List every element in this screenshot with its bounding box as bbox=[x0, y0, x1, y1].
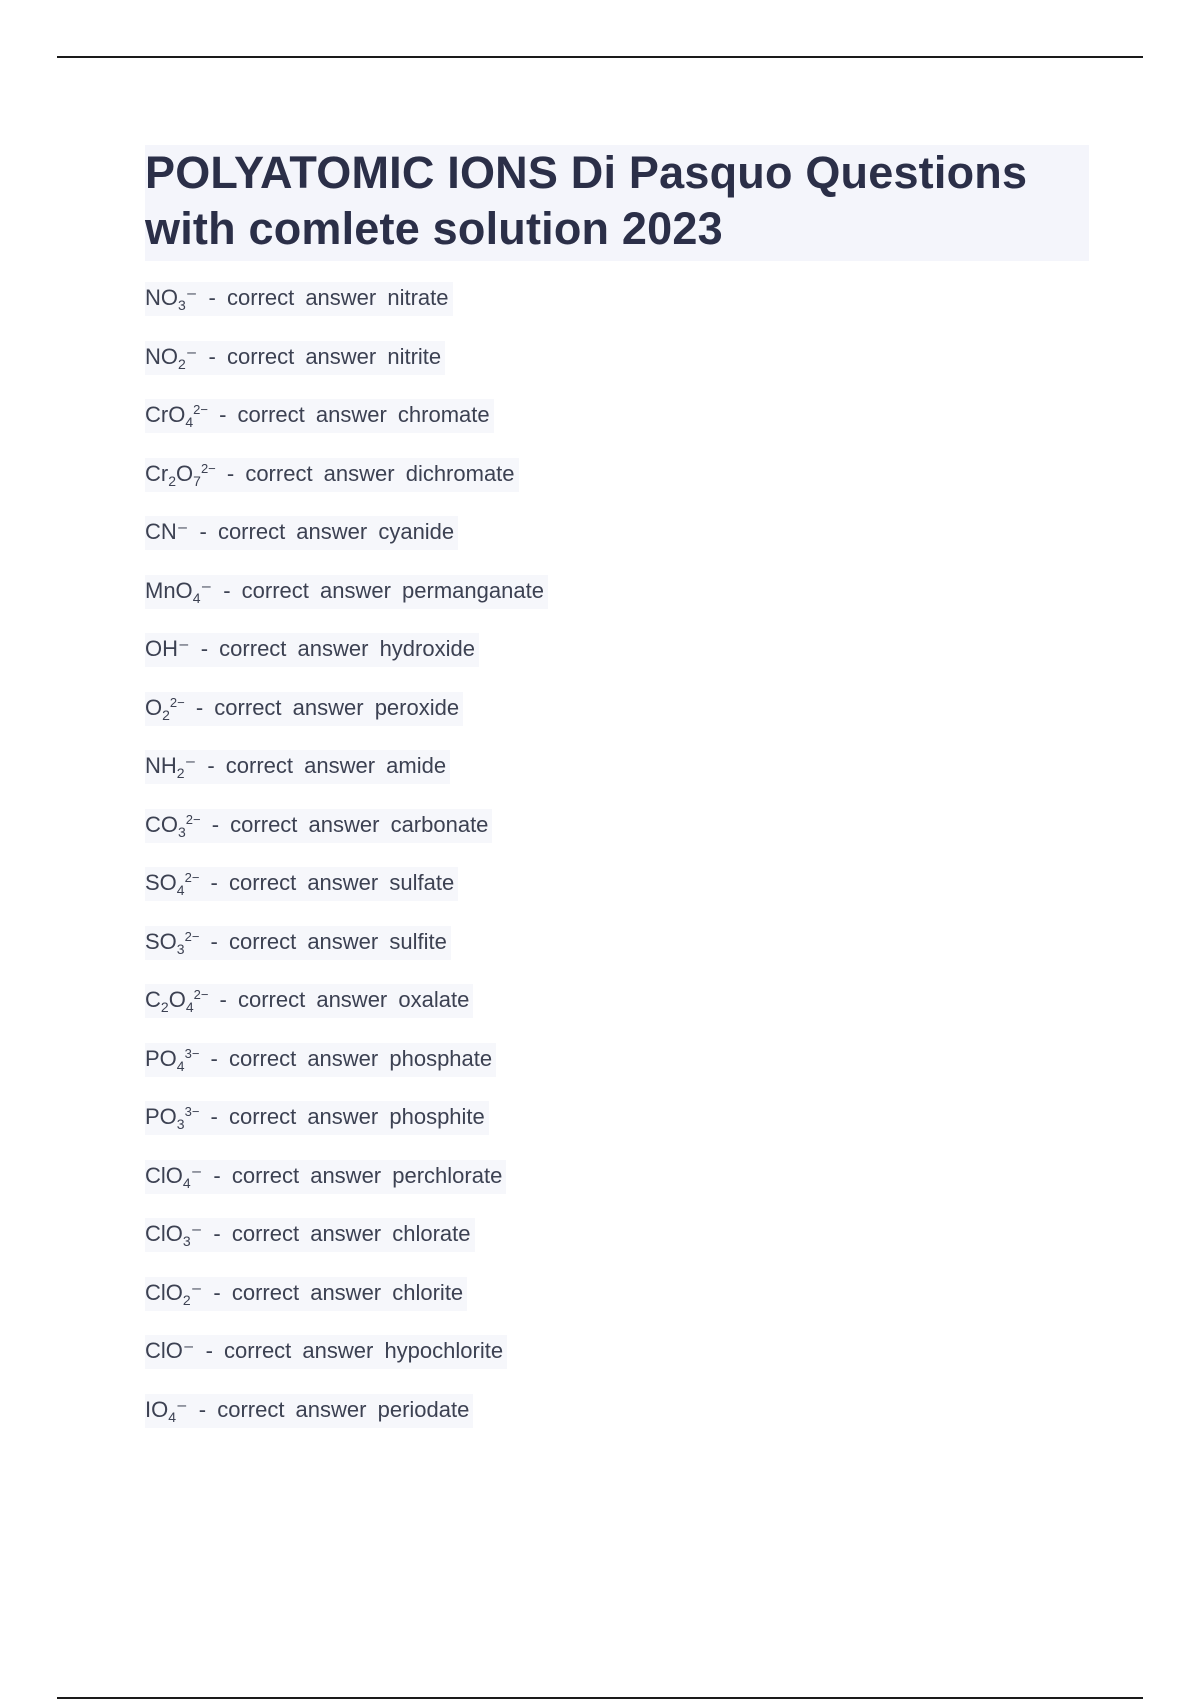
answer-separator: - correct answer bbox=[208, 987, 399, 1012]
list-item bbox=[145, 575, 548, 634]
ion-formula bbox=[145, 402, 208, 430]
ion-formula bbox=[145, 1104, 200, 1132]
answer-separator: - correct answer bbox=[197, 285, 388, 310]
ion-formula bbox=[145, 519, 188, 544]
list-item bbox=[145, 516, 548, 575]
formula-text: ⁻ bbox=[176, 1396, 188, 1422]
formula-text: IO bbox=[145, 1396, 169, 1422]
qa-line bbox=[145, 1218, 475, 1252]
formula-text: O bbox=[145, 694, 163, 720]
list-item bbox=[145, 1218, 548, 1277]
formula-text: ClO bbox=[145, 1279, 183, 1305]
answer-separator: - correct answer bbox=[202, 1279, 393, 1305]
formula-subscript: 3 bbox=[176, 1116, 185, 1132]
formula-subscript: 7 bbox=[193, 472, 201, 489]
ion-name-answer: hydroxide bbox=[379, 636, 475, 661]
footer-rule bbox=[57, 1697, 1143, 1699]
formula-text: ⁻ bbox=[190, 1221, 203, 1246]
ion-name-answer: periodate bbox=[377, 1396, 470, 1422]
ion-name-answer: permanganate bbox=[402, 577, 544, 603]
list-item bbox=[145, 1335, 548, 1394]
header-rule bbox=[57, 56, 1143, 58]
answer-separator: - correct answer bbox=[199, 928, 390, 954]
formula-subscript: 4 bbox=[185, 414, 194, 430]
formula-text: MnO bbox=[145, 577, 193, 603]
formula-superscript: 2− bbox=[169, 694, 185, 710]
answer-separator: - correct answer bbox=[196, 753, 387, 778]
ion-name-answer: dichromate bbox=[405, 460, 515, 486]
formula-subscript: 2 bbox=[168, 472, 177, 489]
formula-text: SO bbox=[145, 870, 177, 895]
formula-text: ⁻ bbox=[185, 285, 198, 310]
answer-separator: - correct answer bbox=[207, 402, 398, 427]
ion-formula bbox=[145, 928, 200, 957]
ion-name-answer: perchlorate bbox=[392, 1162, 503, 1188]
formula-subscript: 2 bbox=[160, 999, 169, 1015]
formula-text: PO bbox=[145, 1045, 177, 1071]
ion-name-answer: phosphite bbox=[389, 1104, 485, 1129]
formula-superscript: 2− bbox=[193, 987, 209, 1002]
formula-text: SO bbox=[145, 928, 177, 954]
formula-text: C bbox=[145, 987, 161, 1012]
qa-line bbox=[145, 750, 450, 784]
formula-subscript: 2 bbox=[162, 706, 170, 723]
list-item bbox=[145, 1101, 548, 1160]
list-item bbox=[145, 1160, 548, 1219]
qa-line bbox=[145, 1277, 467, 1311]
ion-name-answer: sulfite bbox=[389, 928, 447, 954]
ion-name-answer: hypochlorite bbox=[384, 1338, 504, 1363]
ion-formula bbox=[145, 1045, 200, 1074]
formula-superscript: 3− bbox=[184, 1045, 200, 1061]
ion-formula bbox=[145, 1221, 203, 1249]
formula-subscript: 4 bbox=[182, 1174, 191, 1191]
ion-formula bbox=[145, 987, 209, 1015]
formula-subscript: 2 bbox=[182, 1291, 191, 1308]
ion-formula bbox=[145, 460, 216, 489]
ion-name-answer: carbonate bbox=[390, 811, 489, 837]
answer-separator: - correct answer bbox=[189, 636, 380, 661]
title-block bbox=[145, 145, 1089, 261]
ion-name-answer: oxalate bbox=[398, 987, 470, 1012]
formula-subscript: 3 bbox=[182, 1233, 191, 1249]
ion-name-answer: chlorate bbox=[392, 1221, 471, 1246]
formula-text: NO bbox=[145, 343, 178, 369]
qa-line bbox=[145, 633, 479, 667]
list-item bbox=[145, 926, 548, 985]
ion-formula bbox=[145, 636, 190, 661]
ion-formula bbox=[145, 577, 213, 606]
formula-superscript: 2− bbox=[200, 460, 216, 476]
list-item bbox=[145, 692, 548, 751]
ion-formula bbox=[145, 1338, 195, 1363]
list-item bbox=[145, 984, 548, 1043]
formula-text: Cr bbox=[145, 460, 169, 486]
list-item bbox=[145, 341, 548, 400]
list-item bbox=[145, 750, 548, 809]
formula-subscript: 4 bbox=[168, 1408, 177, 1425]
formula-text: O bbox=[168, 987, 186, 1012]
answer-separator: - correct answer bbox=[212, 577, 403, 603]
formula-superscript: 2− bbox=[184, 928, 200, 944]
ion-name-answer: peroxide bbox=[374, 694, 460, 720]
formula-text: ClO bbox=[145, 1162, 183, 1188]
answer-separator: - correct answer bbox=[199, 870, 390, 895]
qa-line bbox=[145, 692, 463, 726]
ion-formula bbox=[145, 343, 198, 372]
formula-text: ClO⁻ bbox=[145, 1338, 195, 1363]
formula-superscript: 2− bbox=[193, 402, 208, 417]
list-item bbox=[145, 809, 548, 868]
ion-formula bbox=[145, 870, 200, 898]
list-item bbox=[145, 282, 548, 341]
qa-line bbox=[145, 1335, 507, 1369]
formula-text: ⁻ bbox=[184, 753, 197, 778]
answer-separator: - correct answer bbox=[202, 1221, 393, 1246]
formula-superscript: 3− bbox=[184, 1104, 200, 1119]
ion-name-answer: nitrite bbox=[387, 343, 442, 369]
answer-separator: - correct answer bbox=[187, 1396, 378, 1422]
qa-line bbox=[145, 1101, 489, 1135]
qa-line bbox=[145, 926, 451, 960]
formula-subscript: 2 bbox=[176, 765, 185, 781]
formula-text: ⁻ bbox=[200, 577, 213, 603]
ion-formula bbox=[145, 1396, 188, 1425]
formula-text: O bbox=[176, 460, 194, 486]
ion-name-answer: chromate bbox=[397, 402, 490, 427]
ion-name-answer: phosphate bbox=[389, 1045, 493, 1071]
ion-name-answer: amide bbox=[386, 753, 447, 778]
list-item bbox=[145, 633, 548, 692]
answer-separator: - correct answer bbox=[199, 1045, 390, 1071]
answer-separator: - correct answer bbox=[188, 519, 379, 544]
ion-name-answer: nitrate bbox=[387, 285, 449, 310]
formula-subscript: 4 bbox=[192, 589, 201, 606]
formula-text: CO bbox=[145, 811, 178, 837]
answer-separator: - correct answer bbox=[194, 1338, 385, 1363]
answer-separator: - correct answer bbox=[200, 811, 391, 837]
formula-text: CN⁻ bbox=[145, 519, 189, 544]
ion-formula bbox=[145, 811, 201, 840]
qa-line bbox=[145, 458, 519, 492]
qa-line bbox=[145, 984, 473, 1018]
ion-formula bbox=[145, 1162, 203, 1191]
qa-line bbox=[145, 809, 492, 843]
ion-name-answer: chlorite bbox=[392, 1279, 464, 1305]
formula-text: OH⁻ bbox=[145, 636, 190, 661]
ion-name-answer: cyanide bbox=[378, 519, 455, 544]
answer-separator: - correct answer bbox=[199, 1104, 390, 1129]
formula-text: ⁻ bbox=[190, 1279, 203, 1305]
qa-line bbox=[145, 1160, 506, 1194]
formula-subscript: 4 bbox=[176, 1057, 185, 1074]
formula-subscript: 3 bbox=[176, 940, 185, 957]
formula-subscript: 3 bbox=[178, 823, 186, 840]
formula-subscript: 3 bbox=[178, 297, 186, 313]
formula-subscript: 4 bbox=[185, 999, 194, 1015]
document-title: POLYATOMIC IONS Di Pasquo Questions with comlete solution 2023 bbox=[145, 147, 1028, 254]
qa-list bbox=[145, 282, 548, 1452]
list-item bbox=[145, 1043, 548, 1102]
list-item bbox=[145, 458, 548, 517]
formula-text: CrO bbox=[145, 402, 186, 427]
qa-line bbox=[145, 341, 445, 375]
qa-line bbox=[145, 575, 548, 609]
ion-formula bbox=[145, 694, 185, 723]
qa-line bbox=[145, 516, 458, 550]
formula-subscript: 2 bbox=[178, 355, 186, 372]
answer-separator: - correct answer bbox=[197, 343, 388, 369]
answer-separator: - correct answer bbox=[184, 694, 375, 720]
qa-line bbox=[145, 1043, 496, 1077]
formula-text: PO bbox=[145, 1104, 177, 1129]
list-item bbox=[145, 867, 548, 926]
qa-line bbox=[145, 399, 494, 433]
formula-superscript: 2− bbox=[184, 870, 200, 885]
formula-text: NO bbox=[145, 285, 178, 310]
formula-text: ⁻ bbox=[185, 343, 198, 369]
ion-formula bbox=[145, 753, 197, 781]
qa-line bbox=[145, 282, 453, 316]
qa-line bbox=[145, 867, 458, 901]
formula-text: ClO bbox=[145, 1221, 183, 1246]
formula-text: ⁻ bbox=[190, 1162, 203, 1188]
ion-formula bbox=[145, 285, 198, 313]
list-item bbox=[145, 1394, 548, 1453]
formula-text: NH bbox=[145, 753, 177, 778]
answer-separator: - correct answer bbox=[215, 460, 406, 486]
qa-line bbox=[145, 1394, 473, 1428]
formula-superscript: 2− bbox=[185, 811, 201, 827]
ion-name-answer: sulfate bbox=[389, 870, 455, 895]
answer-separator: - correct answer bbox=[202, 1162, 393, 1188]
list-item bbox=[145, 399, 548, 458]
list-item bbox=[145, 1277, 548, 1336]
ion-formula bbox=[145, 1279, 203, 1308]
formula-subscript: 4 bbox=[176, 882, 185, 898]
